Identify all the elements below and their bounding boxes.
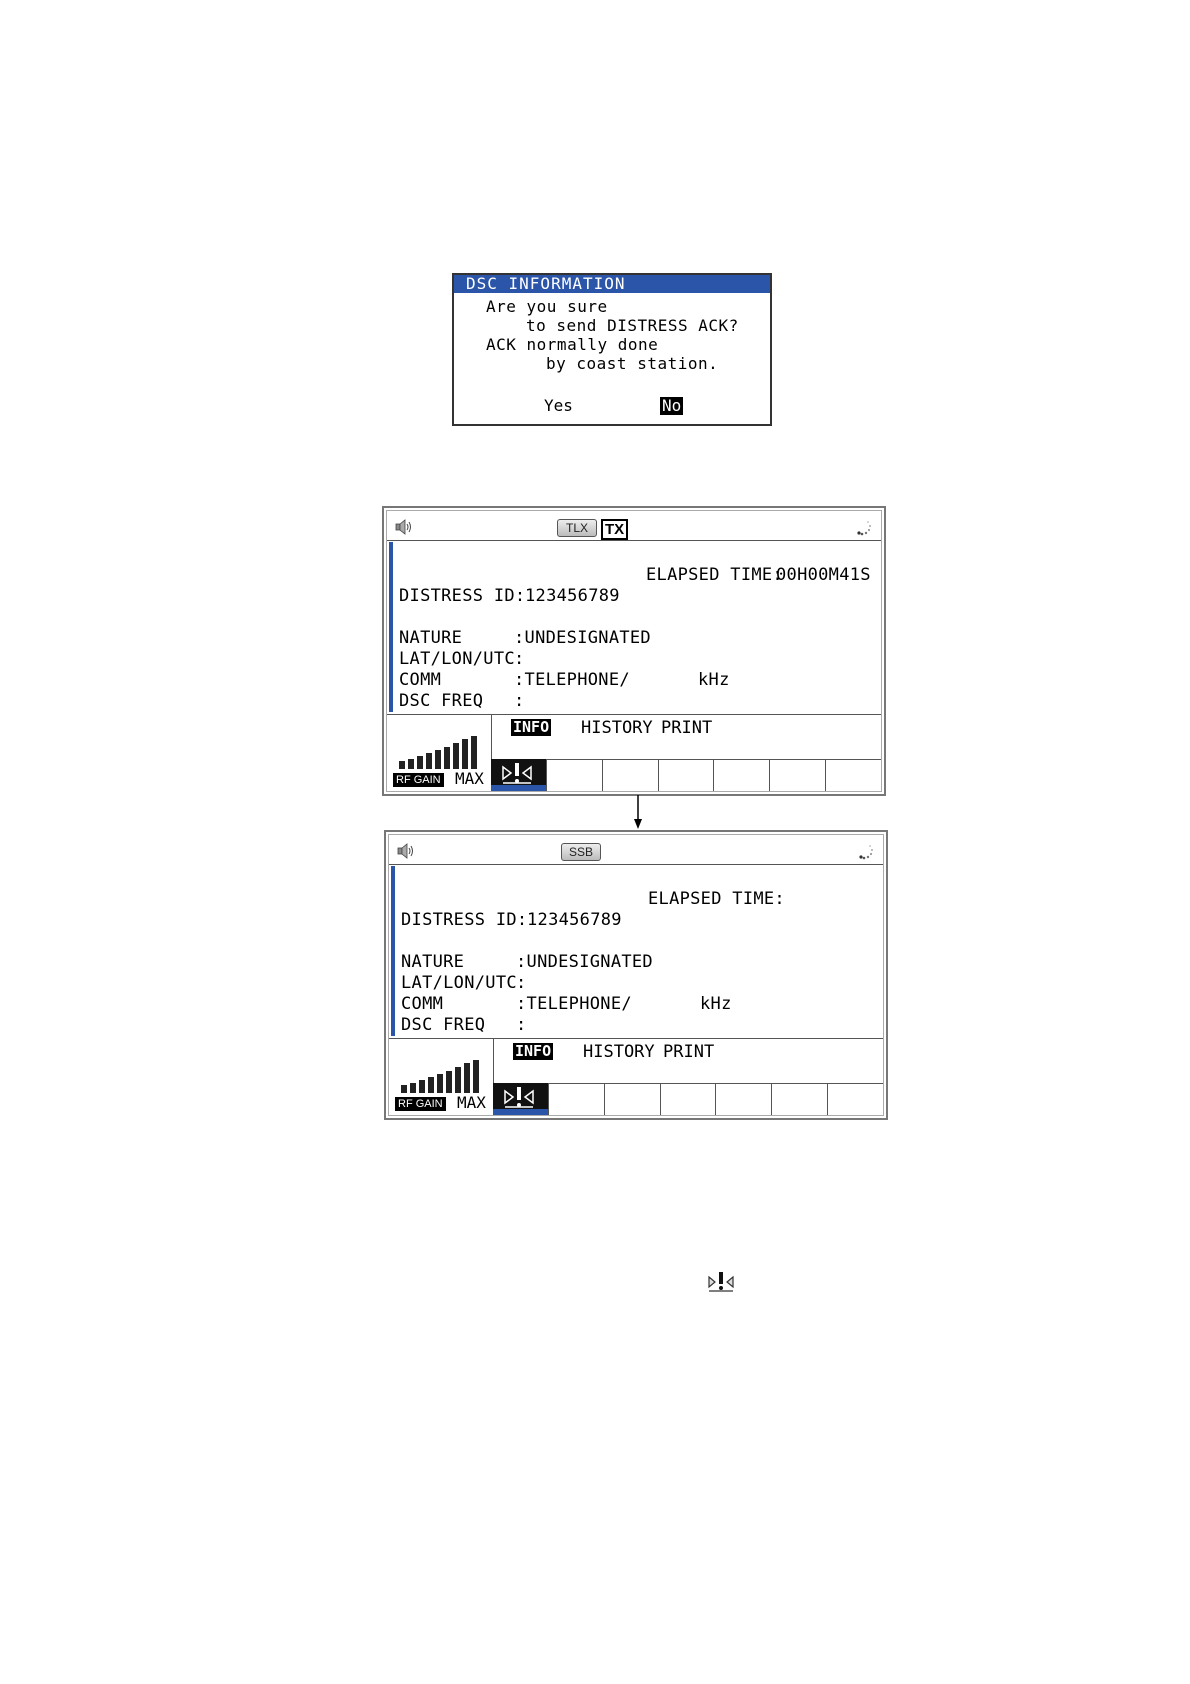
comm-value: :TELEPHONE/ (514, 670, 630, 690)
dialog-line-4: by coast station. (546, 354, 719, 373)
distress-soft-key[interactable] (493, 1083, 549, 1115)
status-bar (389, 835, 883, 865)
comm-unit: kHz (700, 994, 732, 1014)
comm-unit: kHz (698, 670, 730, 690)
soft-key-3[interactable] (603, 759, 659, 791)
soft-key-5[interactable] (716, 1083, 772, 1115)
nature-label: NATURE (399, 628, 463, 648)
dsc-freq-value: : (514, 691, 525, 711)
menu-info[interactable]: INFO (513, 718, 550, 736)
dsc-information-dialog (452, 273, 772, 426)
menu-history[interactable]: HISTORY (583, 1042, 655, 1062)
rf-gain-label: RF GAIN (395, 1097, 446, 1111)
dialog-line-1: Are you sure (486, 297, 608, 316)
soft-key-3[interactable] (605, 1083, 661, 1115)
distress-id-value: 123456789 (527, 910, 622, 930)
menu-row (491, 715, 881, 760)
speaker-icon (395, 519, 415, 535)
lat-lon-utc-label: LAT/LON/UTC (401, 973, 517, 993)
menu-row (493, 1039, 883, 1084)
dsc-freq-value: : (516, 1015, 527, 1035)
signal-bars-icon (399, 733, 485, 769)
soft-key-7[interactable] (828, 1083, 883, 1115)
elapsed-time-label: ELAPSED TIME: (646, 565, 783, 585)
bottom-area (389, 1038, 883, 1115)
distress-screen-before (382, 506, 886, 796)
nature-value: :UNDESIGNATED (516, 952, 653, 972)
accent-bar (389, 542, 393, 712)
dialog-line-3: ACK normally done (486, 335, 659, 354)
distress-button-icon (501, 761, 533, 787)
lat-lon-utc-value: : (514, 649, 525, 669)
lat-lon-utc-value: : (516, 973, 527, 993)
nature-value: :UNDESIGNATED (514, 628, 651, 648)
tx-indicator: TX (601, 519, 628, 540)
soft-key-6[interactable] (770, 759, 826, 791)
soft-key-6[interactable] (772, 1083, 828, 1115)
status-bar (387, 511, 881, 541)
dsc-freq-label: DSC FREQ (401, 1015, 486, 1035)
distress-screen-after (384, 830, 888, 1120)
yes-button[interactable]: Yes (544, 396, 573, 415)
soft-key-row (491, 759, 881, 791)
distress-soft-key[interactable] (491, 759, 547, 791)
rf-gain-level: MAX (457, 1093, 486, 1112)
rf-gain-panel[interactable] (389, 1039, 494, 1115)
down-arrow-icon (633, 795, 643, 829)
busy-spinner-icon (855, 519, 873, 537)
bottom-area (387, 714, 881, 791)
screen-frame (386, 510, 882, 792)
distress-id-label: DISTRESS ID: (401, 910, 528, 930)
soft-key-2[interactable] (547, 759, 603, 791)
screen-frame (388, 834, 884, 1116)
tlx-mode-tag: TLX (557, 519, 597, 537)
speaker-icon (397, 843, 417, 859)
nature-label: NATURE (401, 952, 465, 972)
ssb-mode-tag: SSB (561, 843, 601, 861)
soft-key-4[interactable] (661, 1083, 717, 1115)
lat-lon-utc-label: LAT/LON/UTC (399, 649, 515, 669)
distress-id-value: 123456789 (525, 586, 620, 606)
soft-key-2[interactable] (549, 1083, 605, 1115)
dialog-line-2: to send DISTRESS ACK? (526, 316, 739, 335)
comm-value: :TELEPHONE/ (516, 994, 632, 1014)
signal-bars-icon (401, 1057, 487, 1093)
soft-key-4[interactable] (659, 759, 715, 791)
soft-key-row (493, 1083, 883, 1115)
distress-id-label: DISTRESS ID: (399, 586, 526, 606)
accent-bar (391, 866, 395, 1036)
busy-spinner-icon (857, 843, 875, 861)
rf-gain-label: RF GAIN (393, 773, 444, 787)
dsc-freq-label: DSC FREQ (399, 691, 484, 711)
menu-print[interactable]: PRINT (661, 718, 713, 738)
soft-key-7[interactable] (826, 759, 881, 791)
rf-gain-level: MAX (455, 769, 484, 788)
distress-inline-icon (707, 1270, 735, 1294)
comm-label: COMM (401, 994, 444, 1014)
elapsed-time-label: ELAPSED TIME: (648, 889, 785, 909)
soft-key-5[interactable] (714, 759, 770, 791)
menu-history[interactable]: HISTORY (581, 718, 653, 738)
elapsed-time-value: 00H00M41S (776, 565, 871, 585)
distress-button-icon (503, 1085, 535, 1111)
rf-gain-panel[interactable] (387, 715, 492, 791)
menu-info[interactable]: INFO (515, 1042, 552, 1060)
dialog-title: DSC INFORMATION (454, 275, 770, 293)
comm-label: COMM (399, 670, 442, 690)
menu-print[interactable]: PRINT (663, 1042, 715, 1062)
no-button[interactable]: No (662, 396, 682, 415)
